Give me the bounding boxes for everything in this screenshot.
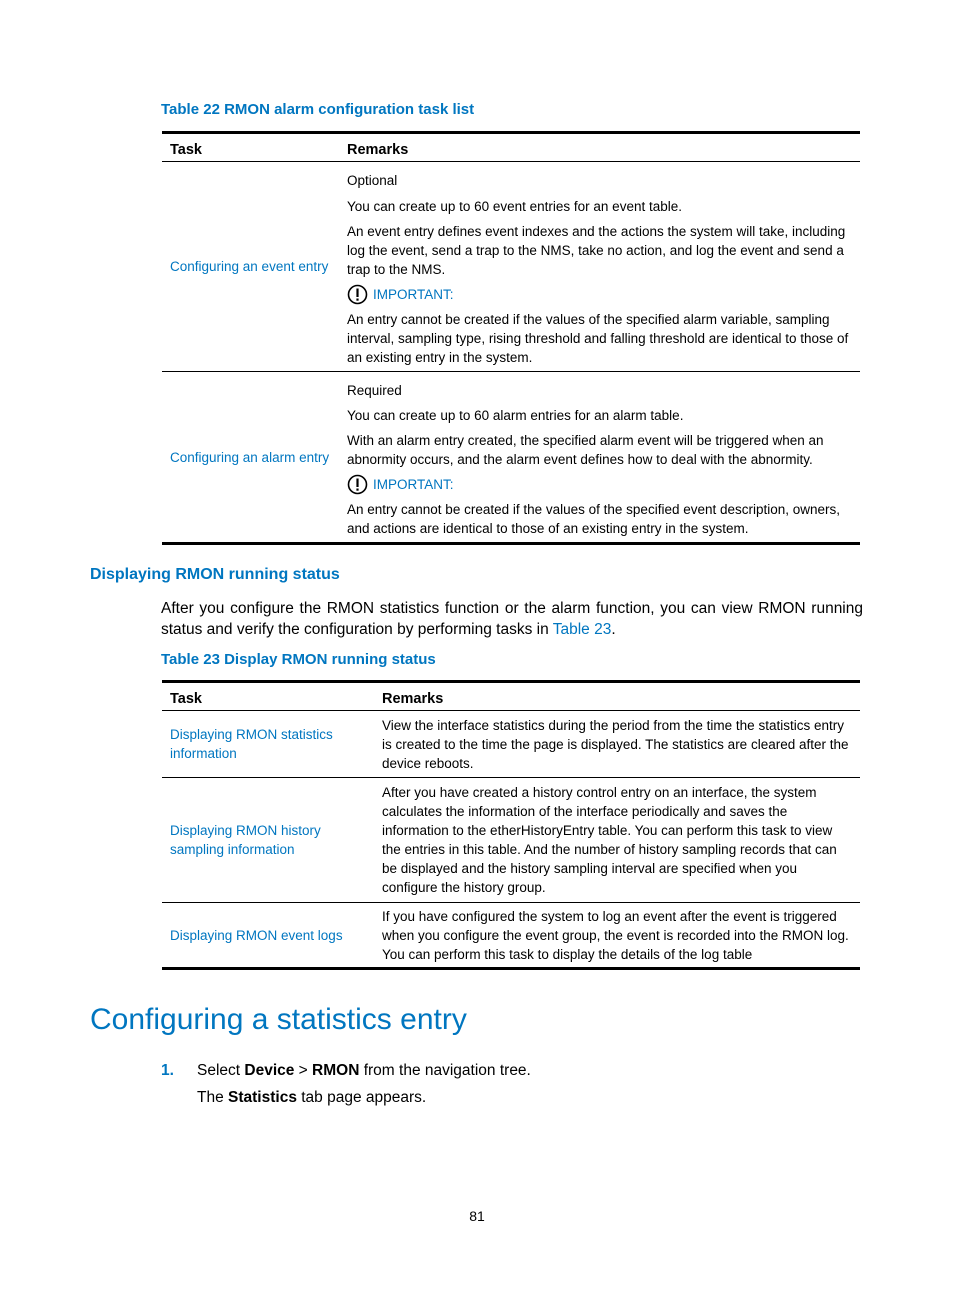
important-note: [347, 474, 852, 495]
table22-caption: Table 22 RMON alarm configuration task list: [161, 101, 475, 118]
table22-header-row: [162, 133, 860, 162]
result-bold-statistics: Statistics: [228, 1089, 297, 1106]
step-text: from the navigation tree.: [359, 1062, 531, 1079]
section-heading: Displaying RMON running status: [90, 566, 340, 583]
task-link-history[interactable]: Displaying RMON history sampling information: [170, 823, 321, 857]
task-cell: [162, 778, 374, 903]
remarks-cell: If you have configured the system to log an event after the event is triggered when you configure the event group, the event is recorded into the RMON log. You can perform this task to display the details of the log table: [374, 903, 860, 969]
table23: [162, 680, 860, 970]
table22-header-remarks: Remarks: [339, 133, 860, 162]
task-cell: [162, 162, 339, 372]
table22-header-task: Task: [162, 133, 339, 162]
important-text: An entry cannot be created if the values of the specified event description, owners, and actions are identical to those of an existing entry in the system.: [347, 502, 841, 536]
table-row: [162, 778, 860, 903]
table-row: [162, 372, 860, 544]
remark-line: With an alarm entry created, the specified alarm event will be triggered when an abnormity occurs, and the alarm event defines how to deal with the abnormity.: [347, 433, 824, 467]
paragraph-end: .: [611, 621, 616, 638]
exclamation-circle-icon: [347, 474, 368, 495]
table23-link[interactable]: Table 23: [552, 621, 612, 638]
task-link-event-logs[interactable]: Displaying RMON event logs: [170, 927, 343, 943]
step-number: 1.: [161, 1062, 174, 1079]
chapter-heading: Configuring a statistics entry: [90, 1003, 467, 1036]
step-1: [161, 1060, 531, 1081]
remarks-cell: [339, 162, 860, 372]
step-text: Select: [197, 1062, 245, 1079]
table22: [162, 131, 860, 545]
important-label: IMPORTANT:: [373, 477, 454, 492]
remark-line: Optional: [347, 172, 398, 188]
table-row: [162, 903, 860, 969]
page-number: 81: [469, 1208, 485, 1224]
table23-header-remarks: Remarks: [374, 682, 860, 711]
step-1-result: [197, 1087, 426, 1108]
table-row: [162, 162, 860, 372]
table23-header-task: Task: [162, 682, 374, 711]
remark-line: An event entry defines event indexes and the actions the system will take, including log the event, send a trap to the NMS, take no action, and log the event and send a trap to the NMS.: [347, 223, 846, 277]
table23-header-row: [162, 682, 860, 711]
important-text: An entry cannot be created if the values of the specified alarm variable, sampling interval, sampling type, rising threshold and falling threshold are identical to those of an existing entry in the system.: [347, 311, 849, 365]
paragraph-text: After you configure the RMON statistics function or the alarm function, you can view RMON running status and verify the configuration by performing tasks in: [161, 600, 863, 638]
important-label: IMPORTANT:: [373, 286, 454, 302]
task-link-statistics[interactable]: Displaying RMON statistics information: [170, 727, 333, 761]
step-text: >: [294, 1062, 313, 1079]
remark-line: You can create up to 60 event entries for an event table.: [347, 198, 682, 214]
remark-line: Required: [347, 383, 402, 398]
remark-line: You can create up to 60 alarm entries for an alarm table.: [347, 408, 684, 423]
task-link-alarm-entry[interactable]: Configuring an alarm entry: [170, 449, 330, 465]
exclamation-circle-icon: [347, 284, 368, 305]
remarks-cell: After you have created a history control entry on an interface, the system calculates the information of the interface periodically and saves the information to the etherHistoryEntry table. You can perform this task to view the entries in this table. And the number of history sampling records that can be displayed and the history sampling interval are specified when you configure the history group.: [374, 778, 860, 903]
task-cell: [162, 372, 339, 544]
remarks-cell: [339, 372, 860, 544]
task-cell: [162, 903, 374, 969]
step-bold-device: Device: [244, 1062, 295, 1079]
task-cell: [162, 711, 374, 778]
table-row: [162, 711, 860, 778]
task-link-event-entry[interactable]: Configuring an event entry: [170, 259, 329, 274]
result-text: The: [197, 1089, 229, 1106]
table23-caption: Table 23 Display RMON running status: [161, 651, 436, 668]
remarks-cell: View the interface statistics during the period from the time the statistics entry is created to the time the page is displayed. The statistics are cleared after the device reboots.: [382, 717, 849, 771]
important-note: [347, 284, 852, 305]
section-paragraph: [161, 598, 863, 640]
step-bold-rmon: RMON: [312, 1062, 360, 1079]
result-text: tab page appears.: [296, 1089, 427, 1106]
